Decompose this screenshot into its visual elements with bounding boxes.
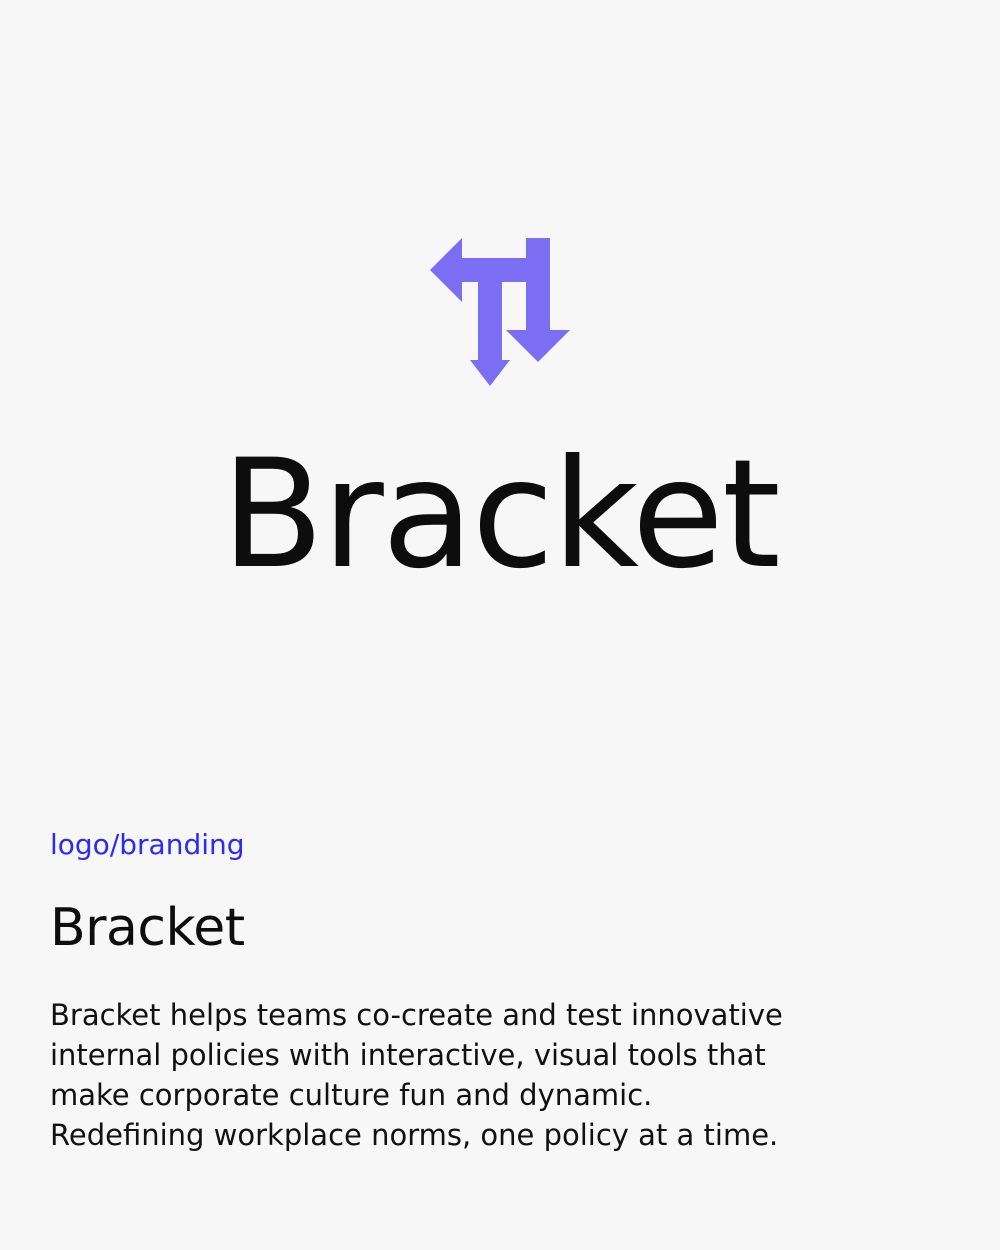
category-link[interactable]: logo/branding	[50, 828, 245, 861]
page-title: Bracket	[50, 897, 245, 958]
bracket-arrow-logo-icon	[390, 210, 610, 410]
caption-block	[50, 828, 950, 1155]
brand-wordmark: Bracket	[221, 428, 779, 602]
description-text: Bracket helps teams co-create and test innovative internal policies with interactive, visual tools that make corporate culture fun and dynamic. Redefining workplace norms, one policy at a time.	[50, 997, 783, 1152]
